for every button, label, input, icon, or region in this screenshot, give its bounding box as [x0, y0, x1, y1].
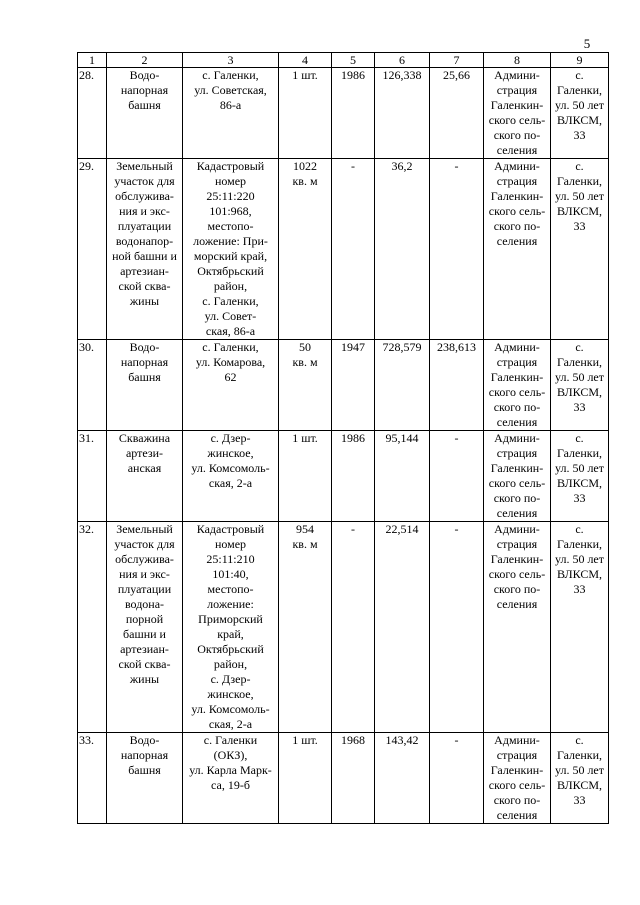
- right-holder-address: с. Галенки, ул. 50 лет ВЛКСМ, 33: [551, 431, 609, 522]
- book-value: 22,514: [375, 522, 430, 733]
- page-number: 5: [583, 36, 591, 51]
- residual-value: -: [430, 522, 484, 733]
- right-holder: Админи- страция Галенкин- ского сель- ского по- селения: [484, 68, 551, 159]
- table-row: [78, 431, 609, 522]
- right-holder: Админи- страция Галенкин- ского сель- ского по- селения: [484, 159, 551, 340]
- object-quantity: 1 шт.: [279, 68, 332, 159]
- column-number: 1: [78, 53, 107, 68]
- column-number: 4: [279, 53, 332, 68]
- property-register-table: [77, 52, 609, 824]
- row-number: 33.: [78, 733, 107, 824]
- commission-year: 1968: [332, 733, 375, 824]
- column-number: 7: [430, 53, 484, 68]
- object-quantity: 954 кв. м: [279, 522, 332, 733]
- right-holder-address: с. Галенки, ул. 50 лет ВЛКСМ, 33: [551, 340, 609, 431]
- column-number: 2: [107, 53, 183, 68]
- table-row: [78, 522, 609, 733]
- object-name: Скважина артези- анская: [107, 431, 183, 522]
- right-holder: Админи- страция Галенкин- ского сель- ского по- селения: [484, 431, 551, 522]
- object-address: Кадастровый номер 25:11:210 101:40, местопо- ложение: Приморский край, Октябрьский район, с. Дзер- жинское, ул. Комсомоль- ская, 2-а: [183, 522, 279, 733]
- object-address: с. Галенки, ул. Советская, 86-а: [183, 68, 279, 159]
- object-name: Земельный участок для обслужива- ния и экс- плуатации водонапор- ной башни и артезиан- ской сква- жины: [107, 159, 183, 340]
- object-quantity: 1022 кв. м: [279, 159, 332, 340]
- object-name: Земельный участок для обслужива- ния и экс- плуатации водона- порной башни и артезиан- ской сква- жины: [107, 522, 183, 733]
- object-quantity: 50 кв. м: [279, 340, 332, 431]
- book-value: 126,338: [375, 68, 430, 159]
- row-number: 31.: [78, 431, 107, 522]
- row-number: 30.: [78, 340, 107, 431]
- column-number: 9: [551, 53, 609, 68]
- right-holder: Админи- страция Галенкин- ского сель- ского по- селения: [484, 340, 551, 431]
- book-value: 728,579: [375, 340, 430, 431]
- right-holder-address: с. Галенки, ул. 50 лет ВЛКСМ, 33: [551, 733, 609, 824]
- table-row: [78, 68, 609, 159]
- object-address: с. Галенки (ОКЗ), ул. Карла Марк- са, 19-б: [183, 733, 279, 824]
- book-value: 143,42: [375, 733, 430, 824]
- object-name: Водо- напорная башня: [107, 68, 183, 159]
- table-row: [78, 159, 609, 340]
- row-number: 28.: [78, 68, 107, 159]
- commission-year: -: [332, 522, 375, 733]
- right-holder-address: с. Галенки, ул. 50 лет ВЛКСМ, 33: [551, 68, 609, 159]
- table-row: [78, 733, 609, 824]
- residual-value: 238,613: [430, 340, 484, 431]
- residual-value: -: [430, 733, 484, 824]
- column-number: 3: [183, 53, 279, 68]
- object-address: с. Дзер- жинское, ул. Комсомоль- ская, 2-а: [183, 431, 279, 522]
- row-number: 32.: [78, 522, 107, 733]
- commission-year: 1947: [332, 340, 375, 431]
- column-number: 6: [375, 53, 430, 68]
- residual-value: -: [430, 431, 484, 522]
- book-value: 36,2: [375, 159, 430, 340]
- object-quantity: 1 шт.: [279, 431, 332, 522]
- commission-year: 1986: [332, 68, 375, 159]
- row-number: 29.: [78, 159, 107, 340]
- commission-year: 1986: [332, 431, 375, 522]
- commission-year: -: [332, 159, 375, 340]
- right-holder: Админи- страция Галенкин- ского сель- ского по- селения: [484, 522, 551, 733]
- residual-value: -: [430, 159, 484, 340]
- table-row: [78, 340, 609, 431]
- column-number-row: [78, 53, 609, 68]
- book-value: 95,144: [375, 431, 430, 522]
- object-quantity: 1 шт.: [279, 733, 332, 824]
- column-number: 8: [484, 53, 551, 68]
- residual-value: 25,66: [430, 68, 484, 159]
- object-name: Водо- напорная башня: [107, 340, 183, 431]
- object-address: с. Галенки, ул. Комарова, 62: [183, 340, 279, 431]
- right-holder-address: с. Галенки, ул. 50 лет ВЛКСМ, 33: [551, 522, 609, 733]
- column-number: 5: [332, 53, 375, 68]
- object-name: Водо- напорная башня: [107, 733, 183, 824]
- right-holder-address: с. Галенки, ул. 50 лет ВЛКСМ, 33: [551, 159, 609, 340]
- object-address: Кадастровый номер 25:11:220 101:968, местопо- ложение: При- морский край, Октябрьский район, с. Галенки, ул. Совет- ская, 86-а: [183, 159, 279, 340]
- right-holder: Админи- страция Галенкин- ского сель- ского по- селения: [484, 733, 551, 824]
